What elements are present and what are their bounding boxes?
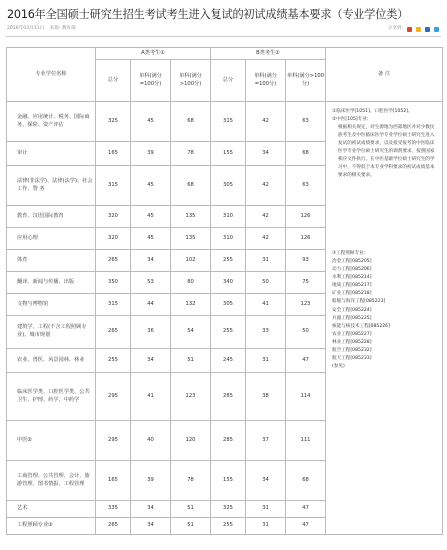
b-single100-score: 31 bbox=[246, 250, 286, 272]
b-single100-score: 31 bbox=[246, 501, 286, 518]
subject-name: 翻译、新闻与传播、出版 bbox=[7, 272, 96, 294]
divider bbox=[6, 36, 441, 37]
a-single-gt100-score: 132 bbox=[171, 294, 211, 316]
share-label: 分享到: bbox=[387, 26, 403, 31]
b-single-gt100-score: 114 bbox=[286, 373, 326, 421]
header-remarks: 备 注 bbox=[326, 48, 443, 102]
b-total-score: 325 bbox=[211, 501, 246, 518]
a-single-gt100-score: 120 bbox=[171, 421, 211, 461]
a-total-score: 325 bbox=[96, 102, 131, 142]
b-total-score: 255 bbox=[211, 316, 246, 349]
note-5: (参见) bbox=[332, 363, 345, 369]
a-single-gt100-score: 102 bbox=[171, 250, 211, 272]
b-single-gt100-score: 68 bbox=[286, 142, 326, 166]
note-list-item: 船舶与海洋工程[085223] bbox=[332, 299, 386, 305]
a-single-gt100-score: 135 bbox=[171, 228, 211, 250]
subject-name: 体育 bbox=[7, 250, 96, 272]
note-list-item: 冶金工程[085205] bbox=[332, 259, 372, 265]
a-single100-score: 34 bbox=[131, 518, 171, 535]
a-total-score: 295 bbox=[96, 421, 131, 461]
subject-name: 工商管理、公共管理、会计、旅游管理、图书情报、工程管理 bbox=[7, 461, 96, 501]
b-single-gt100-score: 47 bbox=[286, 501, 326, 518]
note-3: 根据相关规定，对生源地为西部地区并对少数民族考生及中医临床医学专业学位硕士研究生进入复试的初试成绩要求，以及接受报考的中医临床医学专业学位硕士研究生的调剂要求，按照国家相应文件执行。在中医基础学位硕士研究生的学习中，不得低于本专业学科要求的初试成绩基本要求的相关要求。 bbox=[338, 125, 435, 179]
publish-date: 2016年03月11日 bbox=[7, 26, 45, 31]
subject-name: 审计 bbox=[7, 142, 96, 166]
b-single-gt100-score: 47 bbox=[286, 349, 326, 373]
b-total-score: 155 bbox=[211, 461, 246, 501]
header-subject: 专业学位名称 bbox=[7, 48, 96, 102]
note-1: ①临床医学[1051]、口腔医学[1052]、 bbox=[332, 109, 413, 114]
b-single100-score: 42 bbox=[246, 206, 286, 228]
a-single-gt100-score: 68 bbox=[171, 102, 211, 142]
renren-share-icon[interactable] bbox=[425, 27, 430, 32]
a-total-score: 255 bbox=[96, 349, 131, 373]
b-single-gt100-score: 47 bbox=[286, 518, 326, 535]
a-total-score: 295 bbox=[96, 373, 131, 421]
note-list-item: 航天工程[085233] bbox=[332, 355, 372, 361]
b-total-score: 305 bbox=[211, 166, 246, 206]
b-total-score: 285 bbox=[211, 373, 246, 421]
b-single-gt100-score: 111 bbox=[286, 421, 326, 461]
header-b-single100: 单科(满分=100分) bbox=[246, 60, 286, 102]
a-total-score: 315 bbox=[96, 166, 131, 206]
a-total-score: 165 bbox=[96, 142, 131, 166]
note-2: ②中医[105]专业: bbox=[332, 117, 369, 123]
a-single100-score: 45 bbox=[131, 166, 171, 206]
b-single100-score: 34 bbox=[246, 142, 286, 166]
b-single100-score: 37 bbox=[246, 421, 286, 461]
a-total-score: 320 bbox=[96, 228, 131, 250]
subject-name: 文物与博物馆 bbox=[7, 294, 96, 316]
a-single-gt100-score: 68 bbox=[171, 166, 211, 206]
b-total-score: 245 bbox=[211, 349, 246, 373]
b-single-gt100-score: 126 bbox=[286, 228, 326, 250]
note-4: ③工程照顾专业: bbox=[332, 251, 366, 257]
a-single100-score: 39 bbox=[131, 142, 171, 166]
b-single-gt100-score: 63 bbox=[286, 102, 326, 142]
share-bar bbox=[388, 22, 439, 36]
note-list-item: 安全工程[085224] bbox=[332, 307, 372, 313]
a-total-score: 335 bbox=[96, 501, 131, 518]
a-single-gt100-score: 51 bbox=[171, 349, 211, 373]
b-single-gt100-score: 63 bbox=[286, 166, 326, 206]
b-total-score: 155 bbox=[211, 142, 246, 166]
b-single100-score: 38 bbox=[246, 373, 286, 421]
subject-name: 法律(非法学)、法律(法学)、社会工作、警 务 bbox=[7, 166, 96, 206]
note-list-item: 水利工程[085214] bbox=[332, 275, 372, 281]
subject-name: 金融、应用统计、税务、国际商务、保险、资产评估 bbox=[7, 102, 96, 142]
subject-name: 农业、兽医、风景园林、林业 bbox=[7, 349, 96, 373]
a-total-score: 165 bbox=[96, 461, 131, 501]
b-total-score: 310 bbox=[211, 228, 246, 250]
subject-name: 工程照顾专业③ bbox=[7, 518, 96, 535]
b-total-score: 315 bbox=[211, 102, 246, 142]
b-total-score: 305 bbox=[211, 294, 246, 316]
a-single100-score: 34 bbox=[131, 349, 171, 373]
a-single100-score: 39 bbox=[131, 461, 171, 501]
header-a-single-gt100: 单科(满分>100分) bbox=[171, 60, 211, 102]
note-list-item: 地质工程[085217] bbox=[332, 283, 372, 289]
a-total-score: 320 bbox=[96, 206, 131, 228]
a-total-score: 265 bbox=[96, 316, 131, 349]
a-total-score: 265 bbox=[96, 250, 131, 272]
b-single100-score: 50 bbox=[246, 272, 286, 294]
a-single-gt100-score: 54 bbox=[171, 316, 211, 349]
b-single-gt100-score: 123 bbox=[286, 294, 326, 316]
subject-name: 中医② bbox=[7, 421, 96, 461]
b-single100-score: 34 bbox=[246, 461, 286, 501]
note-list-item: 矿业工程[085218] bbox=[332, 291, 372, 297]
b-single-gt100-score: 93 bbox=[286, 250, 326, 272]
a-total-score: 315 bbox=[96, 294, 131, 316]
a-single-gt100-score: 51 bbox=[171, 501, 211, 518]
a-single100-score: 53 bbox=[131, 272, 171, 294]
header-b-single-gt100: 单科(满分>100分) bbox=[286, 60, 326, 102]
b-single-gt100-score: 50 bbox=[286, 316, 326, 349]
b-single100-score: 31 bbox=[246, 349, 286, 373]
page-title: 2016年全国硕士研究生招生考试考生进入复试的初试成绩基本要求（专业学位类） bbox=[7, 8, 409, 21]
a-single100-score: 34 bbox=[131, 501, 171, 518]
more-share-icon[interactable] bbox=[434, 27, 439, 32]
b-single100-score: 31 bbox=[246, 518, 286, 535]
a-single100-score: 45 bbox=[131, 228, 171, 250]
a-total-score: 350 bbox=[96, 272, 131, 294]
subject-name: 教育、汉语国际教育 bbox=[7, 206, 96, 228]
note-list-item: 核能与核技术工程[085226] bbox=[332, 323, 390, 329]
a-single-gt100-score: 80 bbox=[171, 272, 211, 294]
b-total-score: 255 bbox=[211, 250, 246, 272]
subject-name: 临床医学类、口腔医学类、公共卫生、护理、药学、中药学 bbox=[7, 373, 96, 421]
source-label: 来源: 教育部 bbox=[49, 26, 76, 31]
a-single100-score: 36 bbox=[131, 316, 171, 349]
subject-name: 艺术 bbox=[7, 501, 96, 518]
subject-name: 应用心理 bbox=[7, 228, 96, 250]
b-total-score: 340 bbox=[211, 272, 246, 294]
note-list-item: 动力工程[085206] bbox=[332, 267, 372, 273]
header-a-single100: 单科(满分=100分) bbox=[131, 60, 171, 102]
header-a-total: 总分 bbox=[96, 60, 131, 102]
header-group-a: A类考生① bbox=[96, 48, 211, 60]
b-single100-score: 42 bbox=[246, 166, 286, 206]
table-row bbox=[7, 102, 443, 142]
b-single-gt100-score: 126 bbox=[286, 206, 326, 228]
score-table bbox=[6, 47, 443, 535]
a-single100-score: 34 bbox=[131, 250, 171, 272]
a-single-gt100-score: 135 bbox=[171, 206, 211, 228]
header-b-total: 总分 bbox=[211, 60, 246, 102]
subject-name: 建筑学、工程(不含工程照顾专业)、城市规划 bbox=[7, 316, 96, 349]
a-single100-score: 45 bbox=[131, 102, 171, 142]
b-single-gt100-score: 75 bbox=[286, 272, 326, 294]
b-single100-score: 42 bbox=[246, 228, 286, 250]
note-list-item: 航空工程[085232] bbox=[332, 347, 372, 353]
remarks-cell bbox=[326, 102, 443, 535]
a-single-gt100-score: 51 bbox=[171, 518, 211, 535]
qzone-share-icon[interactable] bbox=[416, 27, 421, 32]
b-single100-score: 33 bbox=[246, 316, 286, 349]
a-single-gt100-score: 123 bbox=[171, 373, 211, 421]
a-single100-score: 40 bbox=[131, 421, 171, 461]
a-single100-score: 45 bbox=[131, 206, 171, 228]
a-single100-score: 41 bbox=[131, 373, 171, 421]
b-total-score: 255 bbox=[211, 518, 246, 535]
article-meta bbox=[0, 22, 447, 36]
b-single100-score: 42 bbox=[246, 102, 286, 142]
note-list-item: 兵器工程[085225] bbox=[332, 315, 372, 321]
a-total-score: 265 bbox=[96, 518, 131, 535]
a-single-gt100-score: 78 bbox=[171, 142, 211, 166]
a-single100-score: 44 bbox=[131, 294, 171, 316]
weibo-share-icon[interactable] bbox=[407, 27, 412, 32]
note-list-item: 农业工程[085227] bbox=[332, 331, 372, 337]
note-list-item: 林业工程[085228] bbox=[332, 339, 372, 345]
header-group-b: B类考生① bbox=[211, 48, 326, 60]
b-single-gt100-score: 68 bbox=[286, 461, 326, 501]
a-single-gt100-score: 78 bbox=[171, 461, 211, 501]
b-total-score: 310 bbox=[211, 206, 246, 228]
b-single100-score: 41 bbox=[246, 294, 286, 316]
b-total-score: 285 bbox=[211, 421, 246, 461]
